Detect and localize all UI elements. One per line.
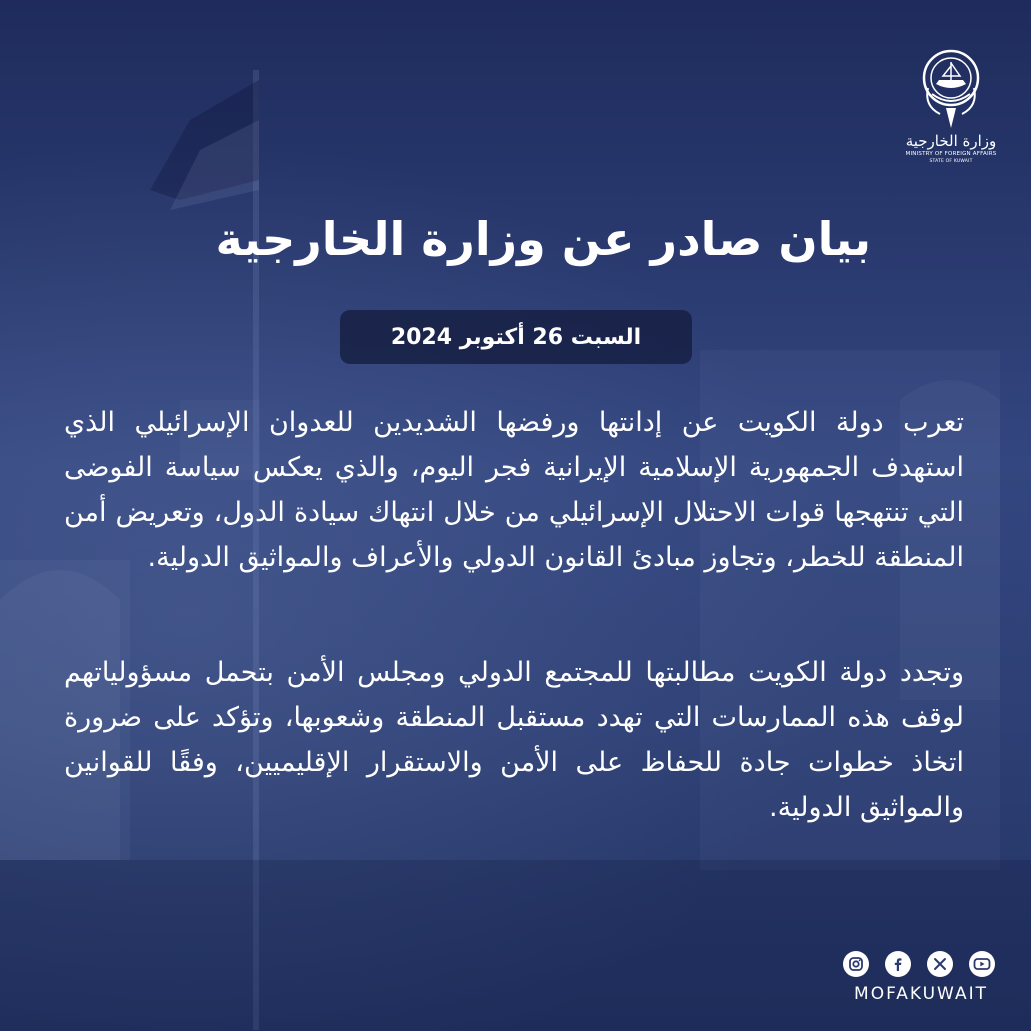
facebook-icon[interactable] xyxy=(885,951,911,977)
instagram-icon[interactable] xyxy=(843,951,869,977)
logo-english-text: MINISTRY OF FOREIGN AFFAIRS xyxy=(905,151,997,157)
date-text: السبت 26 أكتوبر 2024 xyxy=(390,324,642,350)
logo-arabic-text: وزارة الخارجية xyxy=(905,132,997,150)
date-badge xyxy=(340,310,692,364)
kuwait-emblem-icon xyxy=(918,48,984,130)
youtube-icon[interactable] xyxy=(969,951,995,977)
statement-paragraph-2: وتجدد دولة الكويت مطالبتها للمجتمع الدولي ومجلس الأمن بتحمل مسؤولياتهم لوقف هذه الممارسات التي تهدد مستقبل المنطقة وشعوبها، وتؤكد على ضرورة اتخاذ خطوات جادة للحفاظ على الأمن والاستقرار الإقليميين، وفقًا للقوانين والمواثيق الدولية. xyxy=(64,657,964,823)
ministry-logo xyxy=(900,48,1002,178)
social-links xyxy=(843,947,995,981)
social-handle: MOFAKUWAIT xyxy=(854,984,988,1004)
x-icon[interactable] xyxy=(927,951,953,977)
statement-paragraph-1: تعرب دولة الكويت عن إدانتها ورفضها الشديدين للعدوان الإسرائيلي الذي استهدف الجمهورية الإسلامية الإيرانية فجر اليوم، والذي يعكس سياسة الفوضى التي تنتهجها قوات الاحتلال الإسرائيلي من خلال انتهاك سيادة الدول، وتعريض أمن المنطقة للخطر، وتجاوز مبادئ القانون الدولي والأعراف والمواثيق الدولية. xyxy=(64,407,964,573)
page-title: بيان صادر عن وزارة الخارجية xyxy=(215,212,871,266)
logo-subtitle-text: STATE OF KUWAIT xyxy=(929,159,973,164)
